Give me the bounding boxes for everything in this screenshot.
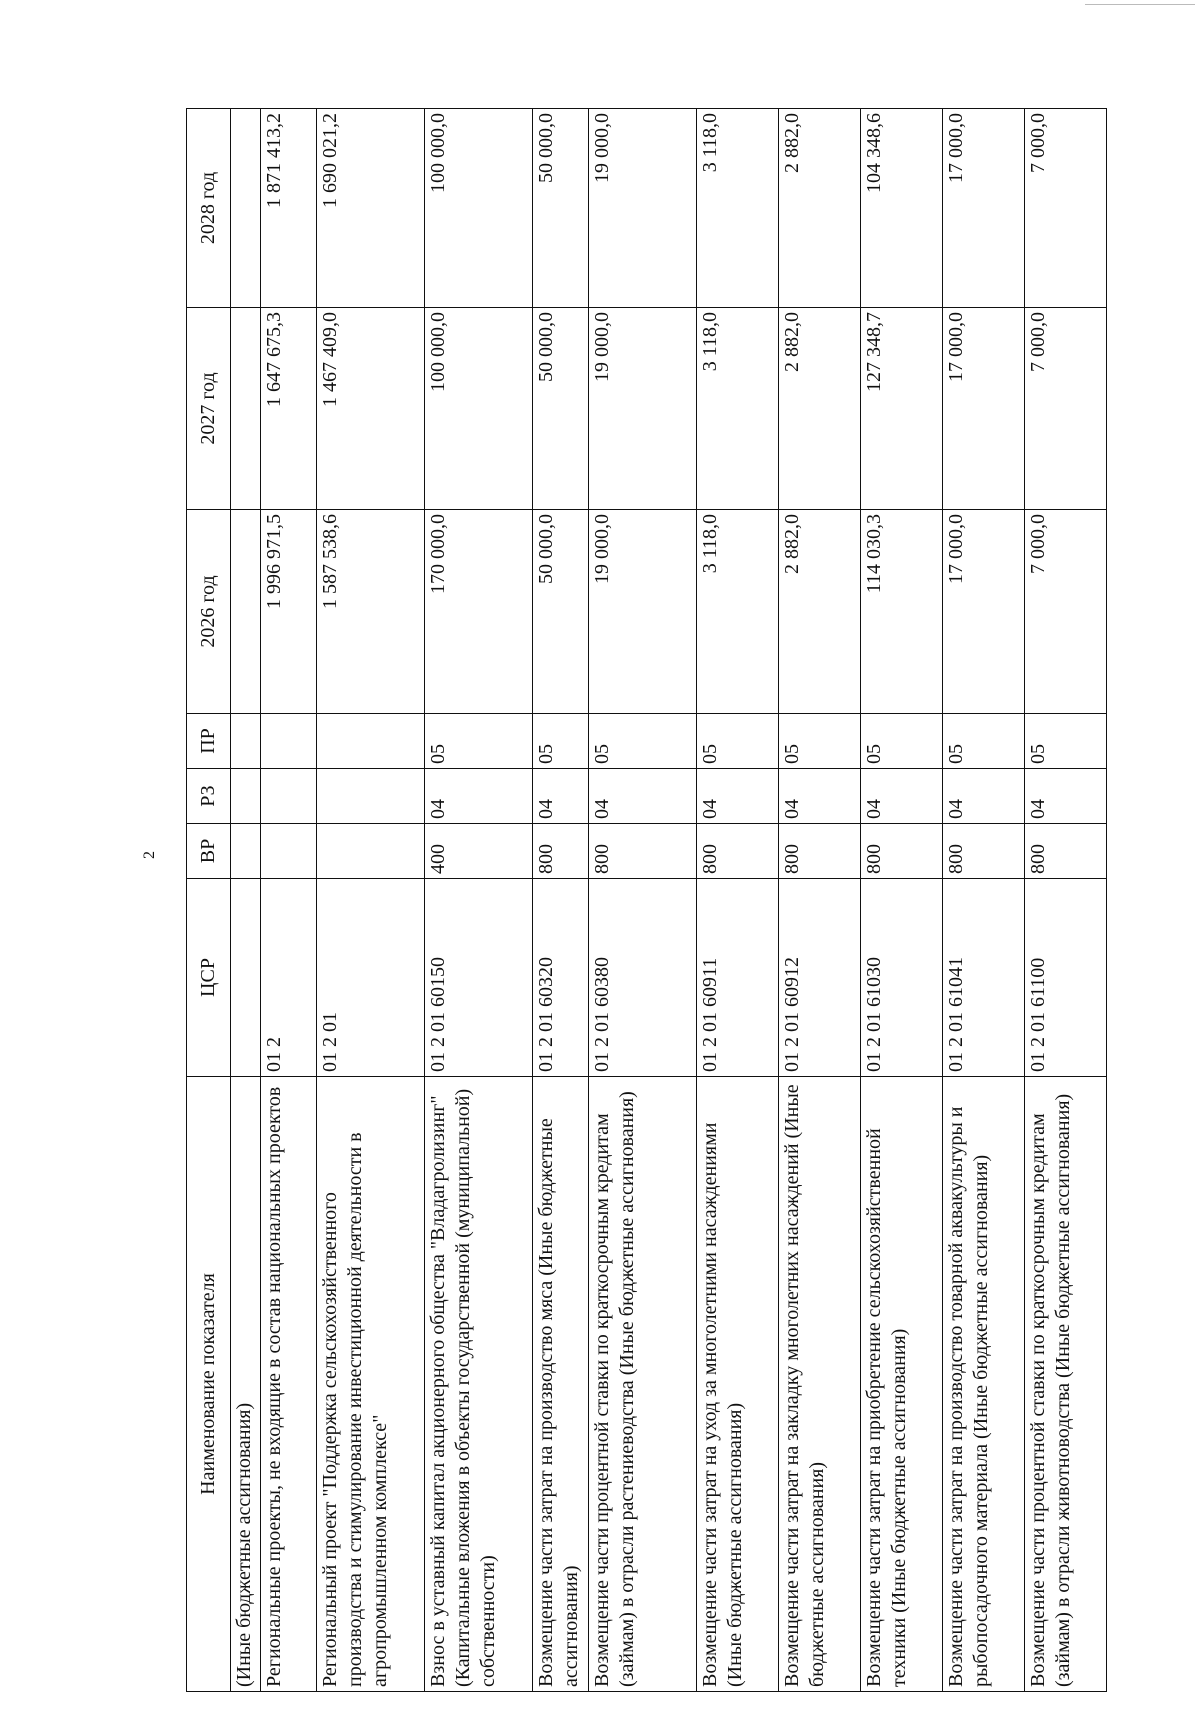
cell-rz: 04 [943,769,1025,824]
cell-2028: 2 882,0 [779,109,861,308]
cell-csr: 01 2 01 61100 [1025,879,1107,1077]
header-csr: ЦСР [187,879,231,1077]
cell-2026 [231,510,261,714]
cell-2026: 170 000,0 [425,510,533,714]
cell-name: Возмещение части затрат на производство мяса (Иные бюджетные ассигнования) [533,1077,589,1692]
cell-vr [231,824,261,879]
cell-csr [231,879,261,1077]
cell-2027: 2 882,0 [779,308,861,510]
cell-2026: 114 030,3 [861,510,943,714]
cell-2028: 7 000,0 [1025,109,1107,308]
table-header-row [187,109,231,1692]
cell-vr [317,824,425,879]
cell-pr: 05 [533,714,589,769]
cell-name: Взнос в уставный капитал акционерного общества "Владагролизинг" (Капитальные вложения в объекты государственной (муниципальной) собственности) [425,1077,533,1692]
cell-vr: 800 [1025,824,1107,879]
cell-2028: 104 348,6 [861,109,943,308]
cell-csr: 01 2 01 60380 [589,879,697,1077]
cell-2026: 50 000,0 [533,510,589,714]
cell-rz: 04 [533,769,589,824]
cell-vr: 400 [425,824,533,879]
cell-2026: 2 882,0 [779,510,861,714]
rotated-table-container [186,109,1129,1692]
cell-pr [317,714,425,769]
cell-vr: 800 [861,824,943,879]
table-row [533,109,589,1692]
cell-2027: 19 000,0 [589,308,697,510]
cell-pr: 05 [425,714,533,769]
cell-name: Возмещение части затрат на производство товарной аквакультуры и рыбопосадочного материала (Иные бюджетные ассигнования) [943,1077,1025,1692]
budget-table [186,108,1107,1692]
cell-2026: 3 118,0 [697,510,779,714]
cell-2028: 19 000,0 [589,109,697,308]
cell-name: Региональный проект "Поддержка сельскохозяйственного производства и стимулирование инвестиционной деятельности в агропромышленном комплексе" [317,1077,425,1692]
cell-csr: 01 2 01 61030 [861,879,943,1077]
cell-rz: 04 [861,769,943,824]
table-row [261,109,317,1692]
table-row [861,109,943,1692]
page-number: 2 [141,851,158,859]
cell-2026: 1 587 538,6 [317,510,425,714]
table-row [589,109,697,1692]
cell-2027: 100 000,0 [425,308,533,510]
scan-artifact [1085,4,1195,5]
cell-2027: 7 000,0 [1025,308,1107,510]
cell-2028: 1 871 413,2 [261,109,317,308]
cell-vr: 800 [943,824,1025,879]
cell-2027: 1 647 675,3 [261,308,317,510]
header-2026: 2026 год [187,510,231,714]
cell-name: Возмещение части процентной ставки по краткосрочным кредитам (займам) в отрасли животноводства (Иные бюджетные ассигнования) [1025,1077,1107,1692]
table-row [779,109,861,1692]
cell-csr: 01 2 01 61041 [943,879,1025,1077]
cell-pr: 05 [861,714,943,769]
cell-2027: 1 467 409,0 [317,308,425,510]
header-vr: ВР [187,824,231,879]
cell-vr: 800 [697,824,779,879]
cell-2028: 100 000,0 [425,109,533,308]
cell-vr: 800 [533,824,589,879]
cell-csr: 01 2 01 60912 [779,879,861,1077]
cell-2026: 19 000,0 [589,510,697,714]
cell-rz [317,769,425,824]
cell-2028: 50 000,0 [533,109,589,308]
header-name: Наименование показателя [187,1077,231,1692]
header-rz: РЗ [187,769,231,824]
cell-csr: 01 2 [261,879,317,1077]
table-row [1025,109,1107,1692]
cell-csr: 01 2 01 60911 [697,879,779,1077]
header-2027: 2027 год [187,308,231,510]
cell-2027: 3 118,0 [697,308,779,510]
cell-2028 [231,109,261,308]
cell-pr [231,714,261,769]
cell-pr: 05 [697,714,779,769]
cell-vr: 800 [779,824,861,879]
cell-name: (Иные бюджетные ассигнования) [231,1077,261,1692]
table-row [231,109,261,1692]
cell-rz: 04 [589,769,697,824]
table-row [943,109,1025,1692]
cell-rz: 04 [425,769,533,824]
cell-2028: 1 690 021,2 [317,109,425,308]
cell-vr [261,824,317,879]
header-2028: 2028 год [187,109,231,308]
cell-rz [261,769,317,824]
cell-name: Региональные проекты, не входящие в состав национальных проектов [261,1077,317,1692]
cell-name: Возмещение части затрат на уход за многолетними насаждениями (Иные бюджетные ассигнования) [697,1077,779,1692]
cell-2028: 3 118,0 [697,109,779,308]
table-row [697,109,779,1692]
cell-rz [231,769,261,824]
cell-2027: 17 000,0 [943,308,1025,510]
cell-2026: 7 000,0 [1025,510,1107,714]
cell-pr: 05 [779,714,861,769]
cell-name: Возмещение части затрат на закладку многолетних насаждений (Иные бюджетные ассигнования) [779,1077,861,1692]
table-row [425,109,533,1692]
cell-rz: 04 [779,769,861,824]
cell-rz: 04 [1025,769,1107,824]
cell-2028: 17 000,0 [943,109,1025,308]
header-pr: ПР [187,714,231,769]
cell-pr: 05 [1025,714,1107,769]
cell-2027 [231,308,261,510]
cell-pr: 05 [589,714,697,769]
cell-name: Возмещение части затрат на приобретение сельскохозяйственной техники (Иные бюджетные ассигнования) [861,1077,943,1692]
cell-pr: 05 [943,714,1025,769]
cell-2026: 17 000,0 [943,510,1025,714]
table-row [317,109,425,1692]
cell-csr: 01 2 01 60320 [533,879,589,1077]
cell-csr: 01 2 01 60150 [425,879,533,1077]
cell-2027: 50 000,0 [533,308,589,510]
cell-vr: 800 [589,824,697,879]
cell-pr [261,714,317,769]
cell-rz: 04 [697,769,779,824]
cell-csr: 01 2 01 [317,879,425,1077]
cell-2027: 127 348,7 [861,308,943,510]
cell-name: Возмещение части процентной ставки по краткосрочным кредитам (займам) в отрасли растениеводства (Иные бюджетные ассигнования) [589,1077,697,1692]
cell-2026: 1 996 971,5 [261,510,317,714]
